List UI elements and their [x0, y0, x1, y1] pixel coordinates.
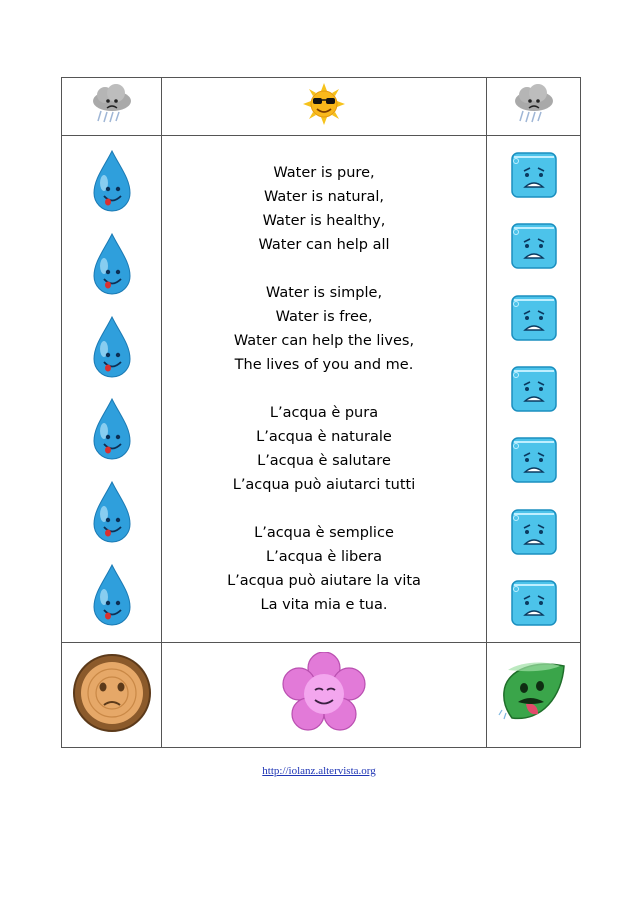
cell-bottom-center	[162, 643, 487, 748]
poem-line: L’acqua è salutare	[257, 453, 391, 469]
tree-ring-face-icon	[72, 653, 152, 733]
cell-top-center	[162, 78, 487, 136]
happy-water-drop-icon	[90, 315, 134, 381]
sad-ice-cube-icon	[508, 292, 560, 344]
cell-top-left	[62, 78, 162, 136]
happy-sun-with-sunglasses-icon	[302, 82, 346, 126]
poem-line: L’acqua è semplice	[254, 525, 394, 541]
sad-ice-cube-icon	[508, 363, 560, 415]
poem-line: Water is free,	[275, 309, 373, 325]
sad-ice-cube-icon	[508, 149, 560, 201]
poem-line: L’acqua è naturale	[256, 429, 392, 445]
drop-column	[62, 143, 161, 635]
happy-water-drop-icon	[90, 232, 134, 298]
pink-flower-face-icon	[281, 652, 367, 734]
sad-ice-cube-icon	[508, 506, 560, 558]
poem-line: Water is pure,	[273, 165, 375, 181]
website-link[interactable]: http://iolanz.altervista.org	[262, 765, 376, 777]
table-body-row	[62, 136, 581, 643]
cell-top-right	[487, 78, 581, 136]
poem-line: L’acqua può aiutarci tutti	[232, 477, 416, 493]
sad-rain-cloud-icon	[89, 84, 135, 124]
ice-column	[487, 143, 580, 635]
cell-bottom-right	[487, 643, 581, 748]
poem-line: La vita mia e tua.	[260, 597, 388, 613]
poem-line: L’acqua può aiutare la vita	[227, 573, 421, 589]
poem-line: L’acqua è pura	[269, 405, 379, 421]
sick-green-leaf-icon	[498, 658, 570, 728]
happy-water-drop-icon	[90, 149, 134, 215]
sad-rain-cloud-icon	[511, 84, 557, 124]
poem-line: Water is healthy,	[262, 213, 386, 229]
poem-line: Water is natural,	[263, 189, 385, 205]
poem-stanza-1	[162, 161, 486, 257]
table-footer-row	[62, 643, 581, 748]
happy-water-drop-icon	[90, 480, 134, 546]
happy-water-drop-icon	[90, 563, 134, 629]
poem-stanza-2	[162, 281, 486, 377]
sad-ice-cube-icon	[508, 220, 560, 272]
poem-line: Water is simple,	[265, 285, 383, 301]
poem-table	[61, 77, 581, 748]
poem-line: Water can help all	[258, 237, 390, 253]
cell-bottom-left	[62, 643, 162, 748]
cell-left-drops	[62, 136, 162, 643]
table-header-row	[62, 78, 581, 136]
cell-poem	[162, 136, 487, 643]
poem-line: L’acqua è libera	[266, 549, 382, 565]
sad-ice-cube-icon	[508, 434, 560, 486]
poem-line: The lives of you and me.	[234, 357, 414, 373]
happy-water-drop-icon	[90, 397, 134, 463]
sad-ice-cube-icon	[508, 577, 560, 629]
poem-stanza-3	[162, 401, 486, 497]
poem-stanza-4	[162, 521, 486, 617]
poem-text	[162, 161, 486, 617]
poem-line: Water can help the lives,	[233, 333, 415, 349]
cell-right-ice	[487, 136, 581, 643]
